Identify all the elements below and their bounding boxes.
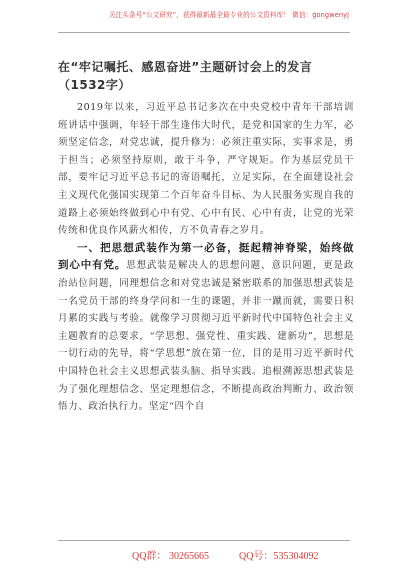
paragraph-2-text: 思想武装是解决人的思想问题、意识问题，更是政治站位问题，同理想信念和对党忠诚是紧密联系的加强思想武装是一名党员干部的终身学问和一生的课题，并非一蹴而就，需要日积月累的实践与考验。就像学习贯彻习近平新时代中国特色社会主义主题教育的总要求，“学思想、强党性、重实践、建新功”，思想是一切行动的先导，将“学思想”放在第一位，目的是用习近平新时代中国特色社会主义思想武装头脑、指导实践。追根溯源思想武装是为了强化理想信念、坚定理想信念，不断提高政治判断力、政治领悟力、政治执行力。坚定“四个自 [58,260,354,413]
header-banner: 关注头条号“公文研究”，获得最新最全最专业的公文资料库！ 微信：gongwenyj [108,11,350,19]
footer-qq-group: QQ群： 30265665 [132,551,209,562]
section-heading: 一、把思想武装作为第一必备，挺起精神脊梁，始终做到心中有党。 [58,241,354,272]
paragraph-1: 2019年以来，习近平总书记多次在中央党校中青年干部培训班讲话中强调，年轻干部生逢伟大时代，是党和国家的生力军，必须坚定信念，对党忠诚，提升修为：必须注重实际，实事求是，勇于担当；必须坚持原则，敢于斗争，严守规矩。作为基层党员干部，要牢记习近平总书记的寄语嘱托，立足实际，在全面建设社会主义现代化强国实现第二个百年奋斗目标、为人民服务实现自我的道路上必须始终做到心中有党、心中有民、心中有责，让党的光荣传统和优良作风薪火相传，方不负青春之岁月。 [58,102,354,237]
document-body [58,99,354,416]
header-bar [0,0,408,40]
footer-divider [58,540,350,541]
document-title: 在“牢记嘱托、感恩奋进”主题研讨会上的发言（1532字） [58,60,313,92]
footer-qq-number: QQ号：535304092 [239,551,319,562]
paragraph-2 [58,240,354,416]
header-divider [58,32,350,33]
